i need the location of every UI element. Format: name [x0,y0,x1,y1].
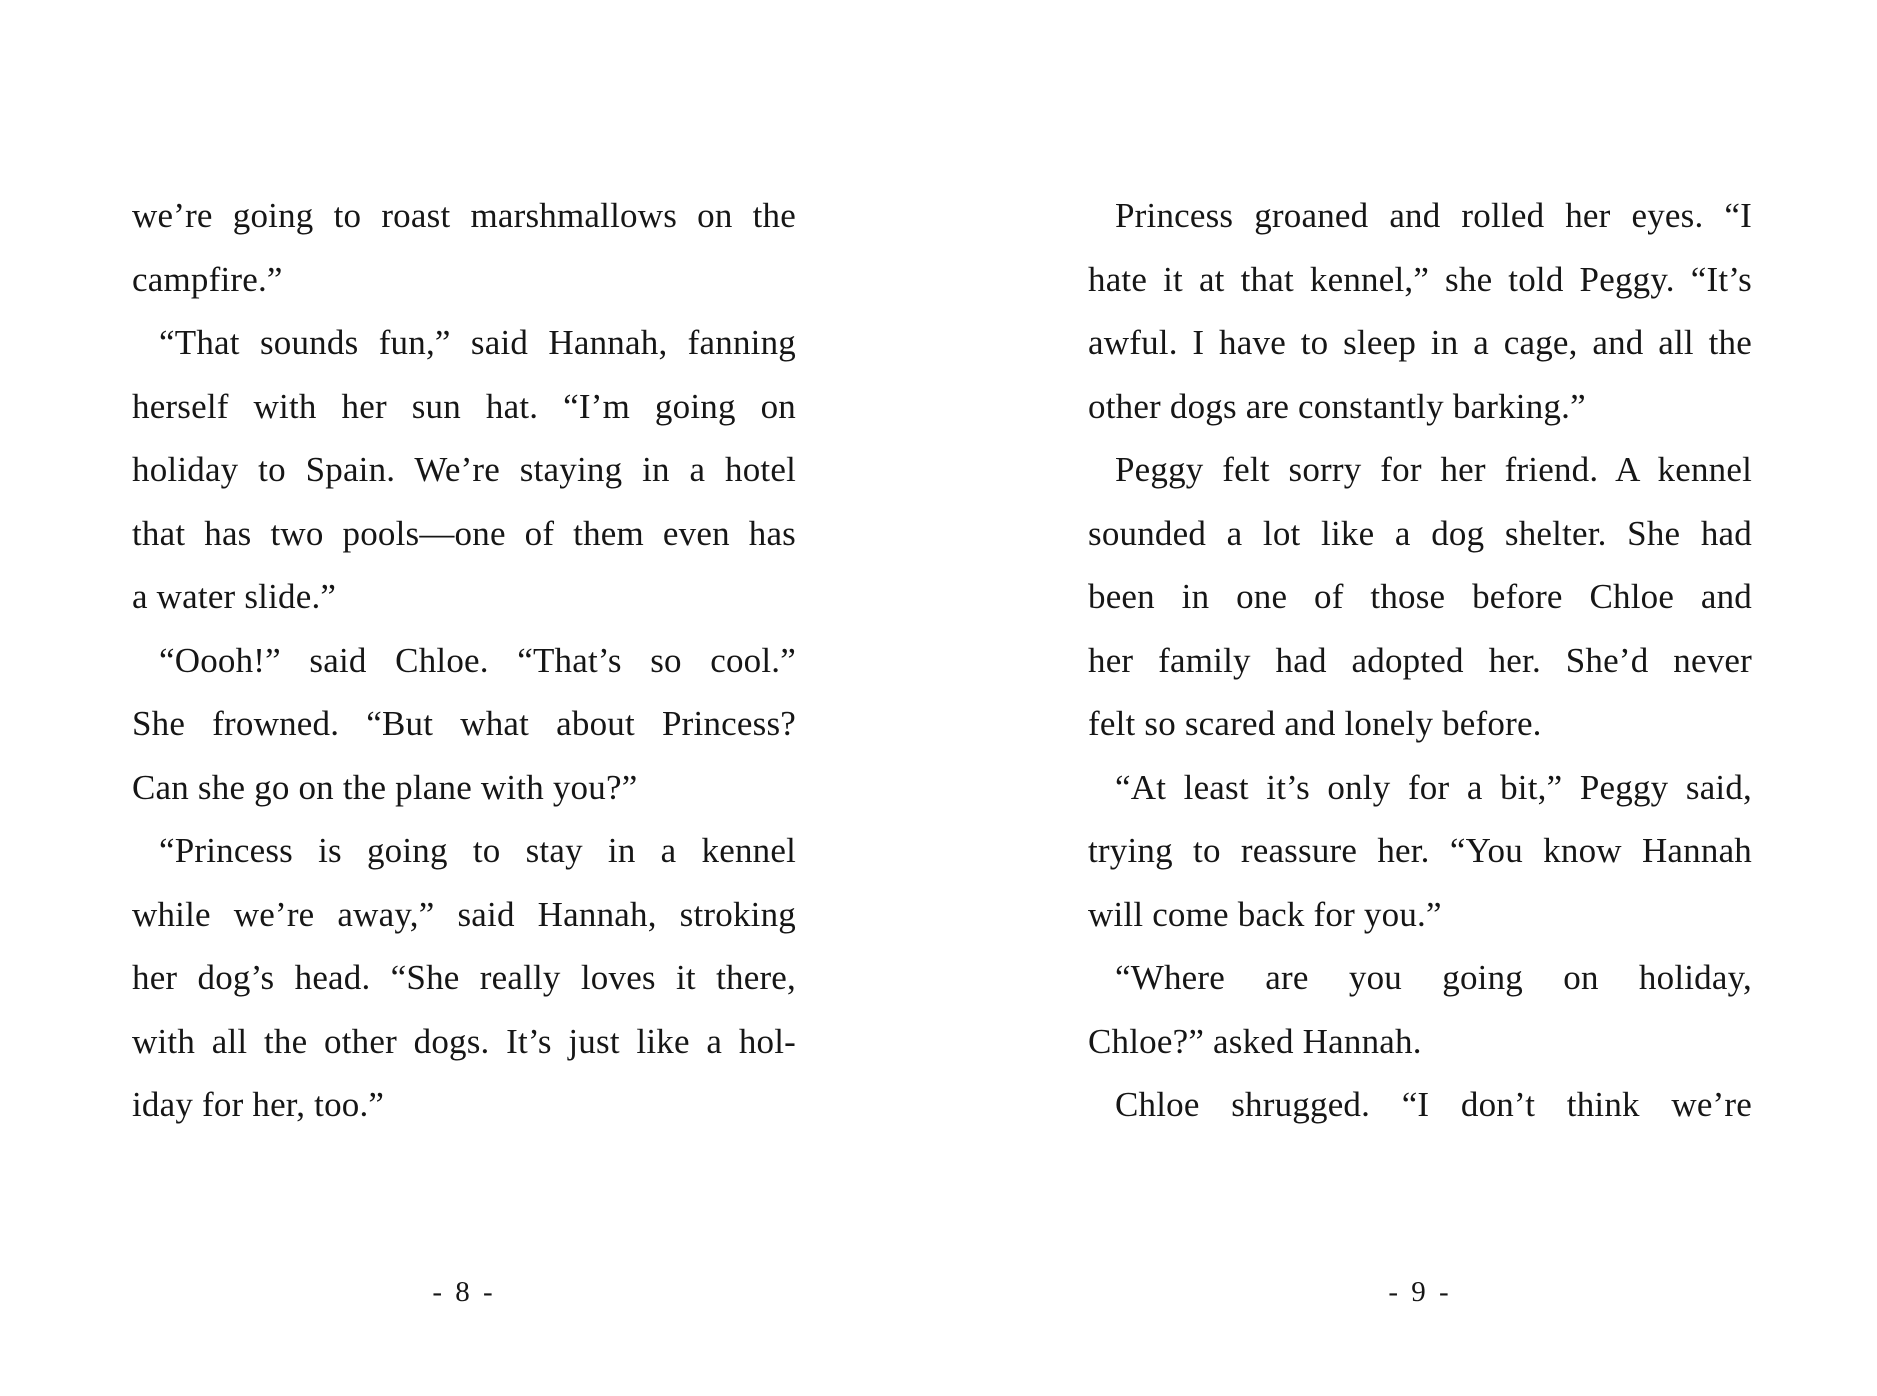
text-line: Chloe shrugged. “I don’t think we’re [1115,1085,1752,1124]
text-line: iday for her, too.” [132,1085,385,1124]
text-line: while we’re away,” said Hannah, stroking [132,894,796,934]
text-line: campfire.” [132,259,283,299]
text-line: “Oooh!” said Chloe. “That’s so cool.” [159,640,796,680]
text-line: with all the other dogs. It’s just like a hol- [132,1021,796,1061]
text-line: “That sounds fun,” said Hannah, fanning [159,323,796,362]
text-line: we’re going to roast marshmallows on the [132,196,796,235]
text-line: hate it at that kennel,” she told Peggy. “It’s [1088,259,1752,299]
text-line: other dogs are constantly barking.” [1088,386,1586,426]
text-line: herself with her sun hat. “I’m going on [132,386,796,426]
text-line: her dog’s head. “She really loves it there, [132,958,796,997]
text-line: felt so scared and lonely before. [1088,704,1542,743]
page-right-text-column [1088,184,1752,1137]
text-line: holiday to Spain. We’re staying in a hotel [132,450,796,489]
text-line: awful. I have to sleep in a cage, and all the [1088,323,1752,362]
page-left-text-column [132,184,796,1137]
page-number-left: - 8 - [432,1276,496,1308]
text-line: trying to reassure her. “You know Hannah [1088,831,1752,870]
text-line: “Princess is going to stay in a kennel [159,831,796,870]
page-number-right: - 9 - [1388,1276,1452,1308]
text-line: sounded a lot like a dog shelter. She had [1088,513,1752,553]
text-line: Chloe?” asked Hannah. [1088,1021,1422,1061]
text-line: Can she go on the plane with you?” [132,767,638,807]
text-line: been in one of those before Chloe and [1088,577,1752,616]
text-line: She frowned. “But what about Princess? [132,704,796,743]
text-line: “At least it’s only for a bit,” Peggy said, [1115,767,1752,807]
text-line: “Where are you going on holiday, [1115,958,1752,997]
text-line: her family had adopted her. She’d never [1088,640,1752,680]
text-line: a water slide.” [132,577,337,616]
text-line: that has two pools—one of them even has [132,513,796,553]
text-line: will come back for you.” [1088,894,1442,934]
text-line: Princess groaned and rolled her eyes. “I [1115,196,1752,235]
text-line: Peggy felt sorry for her friend. A kennel [1115,450,1752,489]
